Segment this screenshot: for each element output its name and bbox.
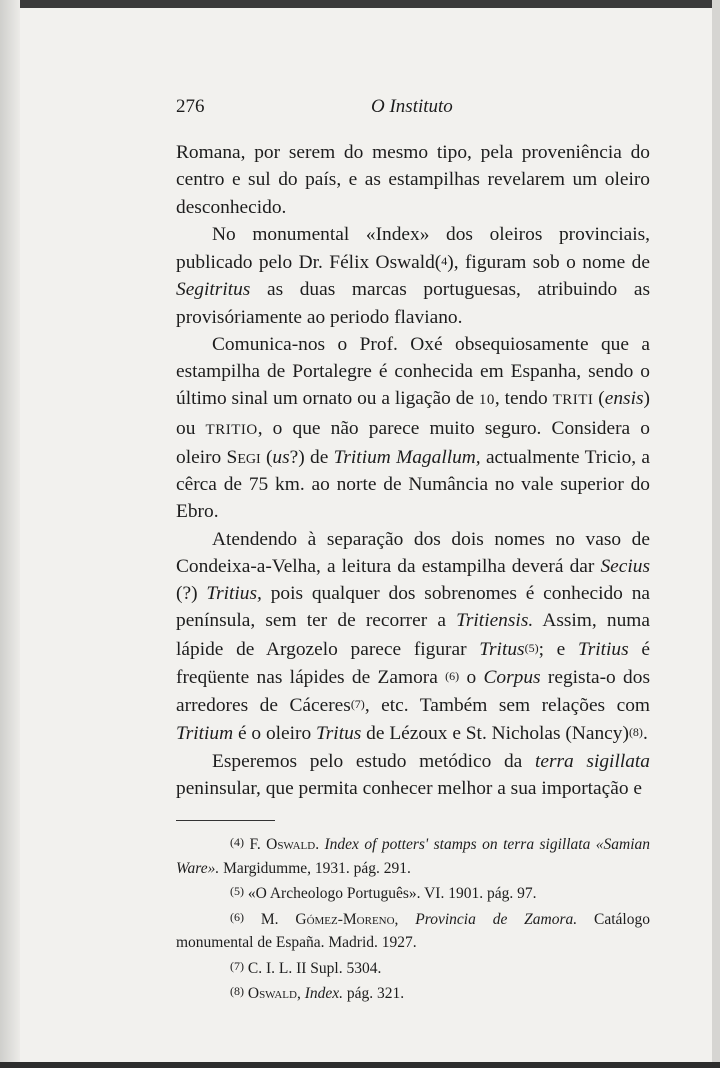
italic-run: Tritus	[316, 723, 362, 745]
text-run: ; e	[538, 638, 578, 660]
italic-run: Tritium Magallum,	[333, 446, 481, 468]
italic-run: us	[272, 446, 290, 468]
page	[176, 96, 650, 1006]
italic-run: Secius	[600, 555, 650, 577]
footnotes	[176, 831, 650, 1006]
footnote-4	[176, 831, 650, 880]
text-run: actualmente Tricio, a cêrca de 75 km. ao norte de Numância no vale superior do Ebro.	[176, 446, 651, 523]
italic-run: Tritium	[176, 723, 234, 745]
footnote-mark: (5)	[230, 884, 244, 898]
text-run: regista-o dos arredores de Cáceres	[176, 666, 650, 716]
top-border	[0, 0, 720, 8]
bottom-border	[0, 1062, 720, 1068]
note-ref-8: (8)	[628, 725, 643, 740]
footnote-text: «O Archeologo Português». VI. 1901. pág. 97.	[244, 885, 537, 902]
footnote-author: M. Gómez-Moreno,	[260, 910, 399, 928]
note-ref-5: (5)	[524, 640, 539, 655]
italic-run: ensis	[604, 388, 644, 410]
footnote-rule	[176, 820, 275, 821]
page-number: 276	[176, 96, 205, 117]
text-run: ), figuram sob o nome de	[447, 252, 650, 273]
paragraph-3	[176, 331, 650, 526]
footnote-text: C. I. L. II Supl. 5304.	[244, 959, 382, 977]
text-run: ?) de	[289, 446, 334, 468]
italic-run: Segitritus	[176, 279, 251, 301]
text-run: ) ou	[176, 388, 651, 439]
italic-run: Tritus	[479, 638, 525, 660]
text-run: as duas marcas portuguesas, atribuindo as provisóriamente ao periodo flaviano.	[176, 279, 650, 328]
footnote-author: F. Oswald.	[249, 836, 320, 853]
footnote-text: Margidumme, 1931. pág. 291.	[219, 859, 411, 877]
text-run: , tendo	[494, 388, 553, 410]
paragraph-5	[176, 748, 650, 803]
page-edge	[712, 0, 720, 1068]
body-text	[176, 139, 650, 802]
italic-run: Tritius	[578, 638, 629, 660]
page-header	[176, 96, 650, 126]
footnote-mark: (7)	[230, 958, 244, 973]
footnote-6	[176, 906, 650, 955]
italic-run: Tritius,	[206, 583, 262, 604]
paragraph-4	[176, 526, 650, 748]
text-run: (	[260, 446, 273, 468]
italic-run: Tritiensis.	[456, 610, 534, 632]
page-gutter	[0, 0, 20, 1068]
text-run: é o oleiro	[233, 723, 317, 745]
stamp-reading: Segi	[226, 446, 261, 468]
text-run: Assim, numa lápide de Argozelo parece figurar	[176, 610, 650, 660]
text-run: de Lézoux e St. Nicholas (Nancy)	[361, 723, 629, 745]
text-run: Esperemos pelo estudo metódico da	[212, 750, 535, 772]
footnote-title: Provincia de Zamora.	[415, 910, 578, 928]
footnote-5	[176, 880, 650, 906]
footnote-mark: (8)	[230, 984, 244, 998]
text-run: é freqüente nas lápides de Zamora	[176, 638, 650, 688]
footnote-mark: (6)	[230, 909, 244, 924]
stamp-reading: TRITI	[552, 392, 594, 409]
footnote-text: Catálogo monumental de España. Madrid. 1927.	[176, 910, 650, 951]
text-run: peninsular, que permita conhecer melhor a sua importação e	[176, 777, 643, 799]
paragraph-1: Romana, por serem do mesmo tipo, pela proveniência do centro e sul do país, e as estampilhas revelarem um oleiro desconhecido.	[176, 142, 650, 218]
text-run: .	[642, 723, 648, 745]
oldstyle-number: 10	[478, 392, 495, 409]
text-run: pois qualquer dos sobrenomes é conhecido na península, sem ter de recorrer a	[176, 583, 650, 632]
footnote-8	[176, 980, 650, 1006]
footnote-text: pág. 321.	[343, 985, 405, 1002]
text-run: Comunica-nos o Prof. Oxé obsequiosamente que a estampilha de Portalegre é conhecida em Espanha, sendo o último sinal um ornato ou a ligação de	[176, 333, 650, 410]
text-run: (?)	[176, 583, 207, 604]
text-run: , o que não parece muito seguro. Considera o oleiro	[176, 417, 650, 468]
footnote-title: Index of potters' stamps on terra sigillata «Samian Ware».	[176, 836, 650, 877]
footnote-mark: (4)	[230, 835, 244, 849]
note-ref-6: (6)	[445, 668, 460, 683]
stamp-reading: TRITIO	[205, 421, 258, 438]
footnote-title: Index.	[304, 985, 344, 1002]
text-run: o	[459, 666, 484, 688]
running-title: O Instituto	[371, 96, 453, 117]
text-run: , etc. Também sem relações com	[364, 695, 650, 716]
text-run: Atendendo à separação dos dois nomes no vaso de Condeixa-a-Velha, a leitura da estampilha deverá dar	[176, 528, 650, 577]
italic-run: terra sigillata	[534, 750, 650, 772]
text-run: No monumental «Index» dos oleiros provinciais, publicado pelo Dr. Félix Oswald(	[176, 223, 650, 273]
note-ref-7: (7)	[350, 697, 365, 711]
note-ref-4: 4	[441, 254, 448, 268]
footnote-author: Oswald,	[247, 985, 301, 1002]
italic-run: Corpus	[483, 666, 541, 688]
text-run: (	[593, 388, 605, 410]
paragraph-2	[176, 221, 650, 331]
footnote-7	[176, 955, 650, 981]
